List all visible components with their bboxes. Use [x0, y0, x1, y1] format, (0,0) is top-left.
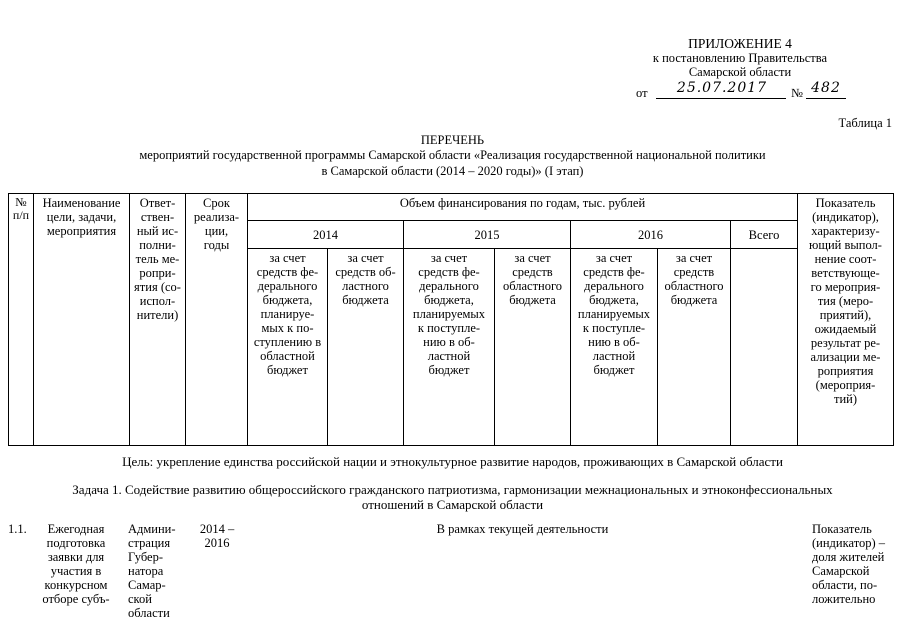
table-label: Таблица 1: [838, 116, 892, 130]
header-2014-federal: за счет средств фе- дерального бюджета, планируе- мых к по- ступлению в областной бюджет: [247, 248, 328, 446]
header-2015-federal: за счет средств фе- дерального бюджета, планируемых к поступле- нию в об- ластной бюджет: [403, 248, 495, 446]
header-year-2014: 2014: [247, 220, 404, 249]
header-col-indicator: Показатель (индикатор), характеризу- ющий выпол- нение соот- ветствующе- го мероприя- тия (меро- приятий), ожидаемый результат ре- ализации ме- роприятия (мероприя- тий): [797, 193, 894, 446]
number-label: №: [791, 86, 803, 100]
header-year-2015: 2015: [403, 220, 571, 249]
header-col-executor: Ответ- ствен- ный ис- полни- тель ме- ропри- ятия (со- испол- нители): [129, 193, 186, 446]
header-2014-regional: за счет средств об- ластного бюджета: [327, 248, 404, 446]
header-col-term: Срок реализа- ции, годы: [185, 193, 248, 446]
header-2016-regional: за счет средств областного бюджета: [657, 248, 731, 446]
title-line-3: в Самарской области (2014 – 2020 годы)» (I этап): [321, 164, 584, 178]
appendix-line-2: к постановлению Правительства: [652, 51, 828, 66]
appendix-date-line: [636, 80, 846, 101]
row-executor: Админи- страция Губер- натора Самар- ской области: [128, 522, 176, 620]
row-term: 2014 – 2016: [199, 522, 235, 550]
header-2016-federal: за счет средств фе- дерального бюджета, планируемых к поступле- нию в об- ластной бюджет: [570, 248, 658, 446]
header-total-empty: [730, 248, 798, 446]
date-underline: [656, 98, 786, 99]
header-year-2016: 2016: [570, 220, 731, 249]
row-indicator: Показатель (индикатор) – доля жителей Самарской области, по- ложительно: [812, 522, 886, 606]
header-col-name: Наименование цели, задачи, мероприятия: [33, 193, 130, 446]
task-line-1: Задача 1. Содействие развитию общероссийского гражданского патриотизма, гармонизации межнациональных и этноконфессиональных: [72, 482, 833, 497]
number-underline: [806, 98, 846, 99]
row-funding: В рамках текущей деятельности: [436, 522, 609, 536]
header-col-funding: Объем финансирования по годам, тыс. рублей: [247, 193, 798, 221]
row-number: 1.1.: [8, 522, 27, 536]
header-col-number: № п/п: [8, 193, 34, 446]
appendix-line-3: Самарской области: [688, 65, 792, 80]
title-main: ПЕРЕЧЕНЬ: [420, 133, 485, 147]
header-2015-regional: за счет средств областного бюджета: [494, 248, 571, 446]
appendix-header: [640, 36, 840, 79]
signature-number: 482: [811, 80, 841, 96]
task-line-2: отношений в Самарской области: [361, 497, 544, 512]
signature-date: 25.07.2017: [676, 80, 768, 96]
from-label: от: [636, 86, 648, 100]
row-name: Ежегодная подготовка заявки для участия в конкурсном отборе субъ-: [42, 522, 110, 606]
title-line-2: мероприятий государственной программы Самарской области «Реализация государственной национальной политики: [139, 148, 766, 162]
goal-line: Цель: укрепление единства российской нации и этнокультурное развитие народов, проживающих в Самарской области: [122, 454, 783, 469]
appendix-title: ПРИЛОЖЕНИЕ 4: [688, 36, 792, 51]
header-total: Всего: [730, 220, 798, 249]
